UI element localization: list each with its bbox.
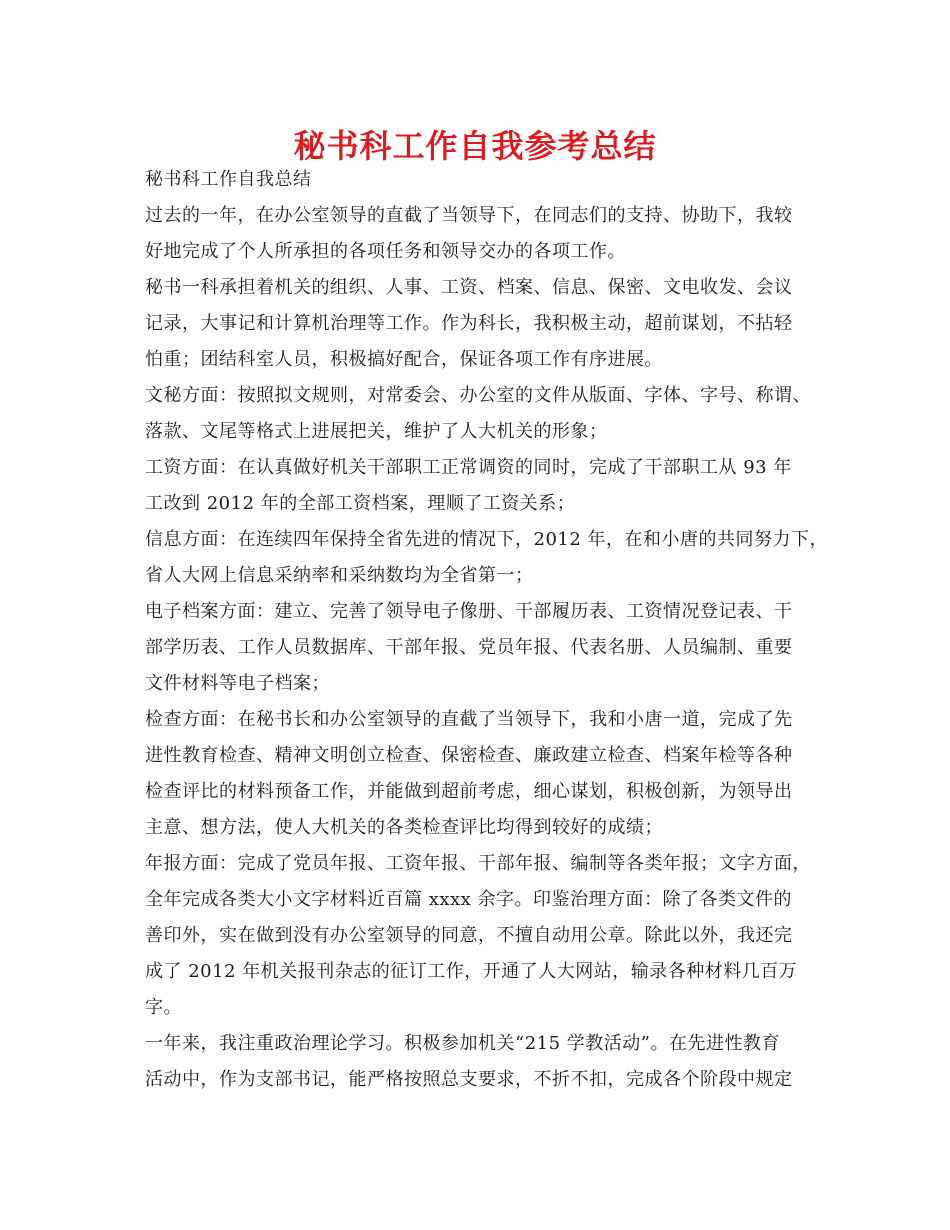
paragraph-line: 怕重；团结科室人员，积极搞好配合，保证各项工作有序进展。: [145, 349, 663, 370]
paragraph-line: 信息方面：在连续四年保持全省先进的情况下，2012 年，在和小唐的共同努力下，: [145, 529, 829, 550]
paragraph-line: 检查方面：在秘书长和办公室领导的直截了当领导下，我和小唐一道，完成了先: [145, 709, 793, 730]
paragraph-line: 活动中，作为支部书记，能严格按照总支要求，不折不扣，完成各个阶段中规定: [145, 1069, 793, 1090]
paragraph-line: 成了 2012 年机关报刊杂志的征订工作，开通了人大网站，输录各种材料几百万: [145, 961, 798, 982]
paragraph-line: 主意、想方法，使人大机关的各类检查评比均得到较好的成绩；: [145, 817, 663, 838]
paragraph-line: 工改到 2012 年的全部工资档案，理顺了工资关系；: [145, 493, 576, 514]
paragraph-line: 部学历表、工作人员数据库、干部年报、党员年报、代表名册、人员编制、重要: [145, 637, 793, 658]
paragraph-line: 进性教育检查、精神文明创立检查、保密检查、廉政建立检查、档案年检等各种: [145, 745, 793, 766]
paragraph-line: 落款、文尾等格式上进展把关，维护了人大机关的形象；: [145, 421, 608, 442]
paragraph-line: 秘书科工作自我总结: [145, 169, 312, 190]
paragraph-line: 工资方面：在认真做好机关干部职工正常调资的同时，完成了干部职工从 93 年: [145, 457, 792, 478]
paragraph-line: 好地完成了个人所承担的各项任务和领导交办的各项工作。: [145, 241, 626, 262]
paragraph-line: 电子档案方面：建立、完善了领导电子像册、干部履历表、工资情况登记表、干: [145, 601, 793, 622]
paragraph-line: 善印外，实在做到没有办公室领导的同意，不擅自动用公章。除此以外，我还完: [145, 925, 793, 946]
paragraph-line: 检查评比的材料预备工作，并能做到超前考虑，细心谋划，积极创新，为领导出: [145, 781, 793, 802]
paragraph-line: 记录，大事记和计算机治理等工作。作为科长，我积极主动，超前谋划，不拈轻: [145, 313, 793, 334]
paragraph-line: 年报方面：完成了党员年报、工资年报、干部年报、编制等各类年报；文字方面，: [145, 853, 811, 874]
paragraph-line: 文件材料等电子档案；: [145, 673, 330, 694]
document-title: 秘书科工作自我参考总结: [293, 127, 657, 165]
paragraph-line: 过去的一年，在办公室领导的直截了当领导下，在同志们的支持、协助下，我较: [145, 205, 793, 226]
paragraph-line: 秘书一科承担着机关的组织、人事、工资、档案、信息、保密、文电收发、会议: [145, 277, 793, 298]
paragraph-line: 文秘方面：按照拟文规则，对常委会、办公室的文件从版面、字体、字号、称谓、: [145, 385, 811, 406]
paragraph-line: 字。: [145, 997, 182, 1018]
paragraph-line: 一年来，我注重政治理论学习。积极参加机关“215 学教活动”。在先进性教育: [145, 1033, 780, 1054]
paragraph-line: 省人大网上信息采纳率和采纳数均为全省第一；: [145, 565, 534, 586]
paragraph-line: 全年完成各类大小文字材料近百篇 xxxx 余字。印鉴治理方面：除了各类文件的: [145, 889, 793, 910]
